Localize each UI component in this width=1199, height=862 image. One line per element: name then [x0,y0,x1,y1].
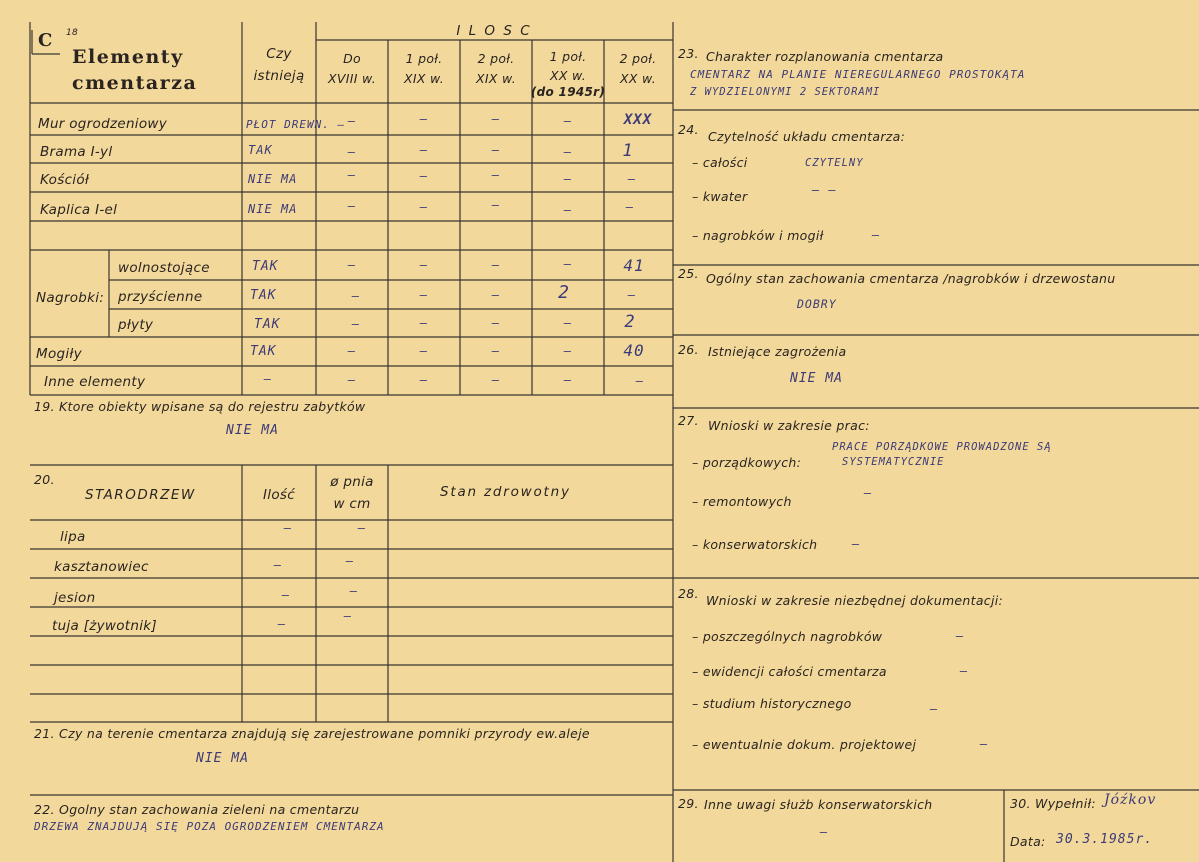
q28-item-2: – ewidencji całości cmentarza [692,664,887,679]
val-brama-3: — [491,143,501,157]
czy-brama: TAK [248,143,273,157]
q23-answer-line2: Z WYDZIELONYMI 2 SEKTORAMI [690,86,881,98]
val-mur-3: — [491,112,501,126]
period-3-l2: XIX w. [476,71,516,86]
q25-label: Ogólny stan zachowania cmentarza /nagrobków i drzewostanu [706,271,1116,286]
val-inne-3: — [491,373,501,387]
q27-konserwatorskich: – konserwatorskich [692,537,818,552]
period-3-l1: 2 poł. [477,51,515,66]
row-label-mur: Mur ogrodzeniowy [38,116,168,132]
tree-name-jesion: jesion [54,590,96,606]
val-brama-4: — [563,145,573,159]
q30-label: 30. Wypełnił: [1010,796,1096,811]
q27-remontowych-answer: — [864,486,873,500]
q22-label: 22. Ogolny stan zachowania zieleni na cmentarzu [34,802,360,817]
q23-number: 23. [678,46,699,61]
q29-number: 29. [678,796,699,811]
val-mogily-4: — [563,344,573,358]
czy-mogily: TAK [250,344,277,359]
period-2-l2: XIX w. [404,71,444,86]
val-wolno-5: 41 [623,256,645,275]
period-5-l1: 2 poł. [619,51,657,66]
q28-item-1-answer: — [956,629,965,643]
q28-item-2-answer: — [960,664,969,678]
val-mur-1: — [347,114,357,128]
czy-plyty: TAK [254,317,281,332]
q23-label: Charakter rozplanowania cmentarza [706,49,944,64]
q21-label: 21. Czy na terenie cmentarza znajdują się zarejestrowane pomniki przyrody ew.aleje [34,726,590,741]
q27-porzadkowych-answer-line2: SYSTEMATYCZNIE [842,456,945,468]
q24-calosci-answer: CZYTELNY [805,157,864,169]
q27-label: Wnioski w zakresie prac: [708,418,870,433]
q30-signature: Jóźkov [1104,792,1157,808]
period-5-l2: XX w. [620,71,656,86]
val-mur-2: — [419,112,429,126]
q24-nagrobkow-answer: — [872,228,881,242]
q28-item-3: – studium historycznego [692,696,852,711]
tree-pnia-kasztanowiec: — [345,554,355,568]
czy-kaplica: NIE MA [248,202,298,216]
tree-pnia-jesion: — [349,584,359,598]
header-czy-line1: Czy [266,46,292,62]
q27-remontowych: – remontowych [692,494,792,509]
val-brama-5: 1 [622,141,634,161]
val-kosciol-5: — [627,172,637,186]
tree-name-lipa: lipa [60,529,86,545]
tree-name-tuja: tuja [żywotnik] [52,618,157,634]
section-title-line2: cmentarza [72,72,198,94]
row-label-plyty: płyty [118,317,154,333]
q26-answer: NIE MA [790,371,843,386]
czy-przyscienne: TAK [250,288,277,303]
q24-nagrobkow: – nagrobków i mogił [692,228,824,243]
q28-number: 28. [678,586,699,601]
q20-number: 20. [34,472,55,487]
val-inne-2: — [419,373,429,387]
val-inne-5: — [635,374,645,388]
q20-col-pnia-l1: ø pnia [330,474,374,490]
val-inne-1: — [347,373,357,387]
tree-ilosc-tuja: — [277,617,287,631]
val-mogily-3: — [491,344,501,358]
corner-letter: C [38,30,53,51]
val-plyty-3: — [491,316,501,330]
q22-answer: DRZEWA ZNAJDUJĄ SIĘ POZA OGRODZENIEM CMENTARZA [34,820,385,833]
q24-label: Czytelność układu cmentarza: [708,129,906,144]
period-4-l1: 1 poł. [549,49,587,64]
row-label-brama: Brama I-yl [40,144,113,160]
q26-label: Istniejące zagrożenia [708,344,847,359]
val-przy-3: — [491,288,501,302]
q27-porzadkowych: – porządkowych: [692,455,802,470]
val-kosciol-4: — [563,172,573,186]
val-przy-1: — [351,289,361,303]
val-kaplica-5: — [625,200,635,214]
q27-number: 27. [678,413,699,428]
period-2-l1: 1 poł. [405,51,443,66]
val-wolno-2: — [419,258,429,272]
val-mur-5: XXX [623,112,653,128]
val-plyty-4: — [563,316,573,330]
val-kaplica-3: — [491,198,501,212]
val-przy-4: 2 [558,282,570,303]
corner-number: 18 [66,28,79,38]
q21-answer: NIE MA [196,751,249,766]
q23-answer-line1: CMENTARZ NA PLANIE NIEREGULARNEGO PROSTOKĄTA [690,68,1026,81]
czy-kosciol: NIE MA [248,172,298,186]
row-label-przyscienne: przyścienne [118,289,203,305]
q25-answer: DOBRY [797,297,837,311]
q30-date-label: Data: [1010,834,1046,849]
nagrobki-label: Nagrobki: [36,290,105,306]
val-mogily-1: — [347,344,357,358]
czy-mur: PŁOT DREWN. — [246,118,346,131]
val-inne-4: — [563,373,573,387]
q24-kwater: – kwater [692,189,748,204]
q28-item-4-answer: — [980,737,989,751]
row-label-wolnostojace: wolnostojące [118,260,210,276]
q27-konserwatorskich-answer: — [852,537,861,551]
q28-label: Wnioski w zakresie niezbędnej dokumentacji: [706,593,1004,608]
val-brama-1: — [347,145,357,159]
q25-number: 25. [678,266,699,281]
val-kaplica-2: — [419,200,429,214]
period-1-l1: Do [343,51,361,66]
period-4-l3: (do 1945r) [530,85,606,99]
val-wolno-3: — [491,258,501,272]
tree-name-kasztanowiec: kasztanowiec [54,559,149,575]
section-title-line1: Elementy [72,46,184,68]
period-4-l2: XX w. [550,68,586,83]
val-plyty-2: — [419,316,429,330]
header-czy-line2: istnieją [253,68,305,84]
val-mogily-2: — [419,344,429,358]
q29-label: Inne uwagi służb konserwatorskich [704,797,933,812]
row-label-mogily: Mogiły [36,346,82,362]
q24-number: 24. [678,122,699,137]
val-brama-2: — [419,143,429,157]
val-mogily-5: 40 [623,341,645,360]
val-wolno-4: — [563,257,573,271]
row-label-inne: Inne elementy [44,374,146,390]
val-plyty-5: 2 [624,312,636,332]
q24-kwater-answer: — — [812,183,837,197]
row-label-kaplica: Kaplica I-el [40,202,118,218]
val-przy-2: — [419,288,429,302]
val-kaplica-1: — [347,199,357,213]
czy-wolnostojace: TAK [252,259,279,274]
tree-pnia-tuja: — [343,609,353,623]
q19-answer: NIE MA [226,423,279,438]
czy-inne: — [263,372,273,386]
val-kosciol-2: — [419,169,429,183]
val-wolno-1: — [347,258,357,272]
q20-col-pnia-l2: w cm [333,496,371,512]
tree-ilosc-kasztanowiec: — [273,558,283,572]
val-plyty-1: — [351,317,361,331]
val-kosciol-1: — [347,168,357,182]
tree-ilosc-lipa: — [283,521,293,535]
q24-calosci: – całości [692,155,748,170]
val-przy-5: — [627,288,637,302]
q27-porzadkowych-answer-line1: PRACE PORZĄDKOWE PROWADZONE SĄ [832,441,1052,453]
q19-label: 19. Ktore obiekty wpisane są do rejestru zabytków [34,399,366,414]
tree-pnia-lipa: — [357,521,367,535]
q30-date: 30.3.1985r. [1056,832,1154,847]
val-kosciol-3: — [491,168,501,182]
q28-item-3-answer: — [930,702,939,716]
tree-ilosc-jesion: — [281,588,291,602]
row-label-kosciol: Kościół [40,172,90,188]
q20-col-stan: Stan zdrowotny [440,484,571,500]
val-kaplica-4: — [563,203,573,217]
q29-answer: — [820,825,829,839]
header-ilosc: I L O S C [456,23,532,39]
period-1-l2: XVIII w. [328,71,376,86]
q20-col-ilosc: Ilość [263,487,295,503]
val-mur-4: — [563,114,573,128]
q28-item-1: – poszczególnych nagrobków [692,629,883,644]
q28-item-4: – ewentualnie dokum. projektowej [692,737,917,752]
q20-title: STARODRZEW [85,487,196,503]
q26-number: 26. [678,342,699,357]
